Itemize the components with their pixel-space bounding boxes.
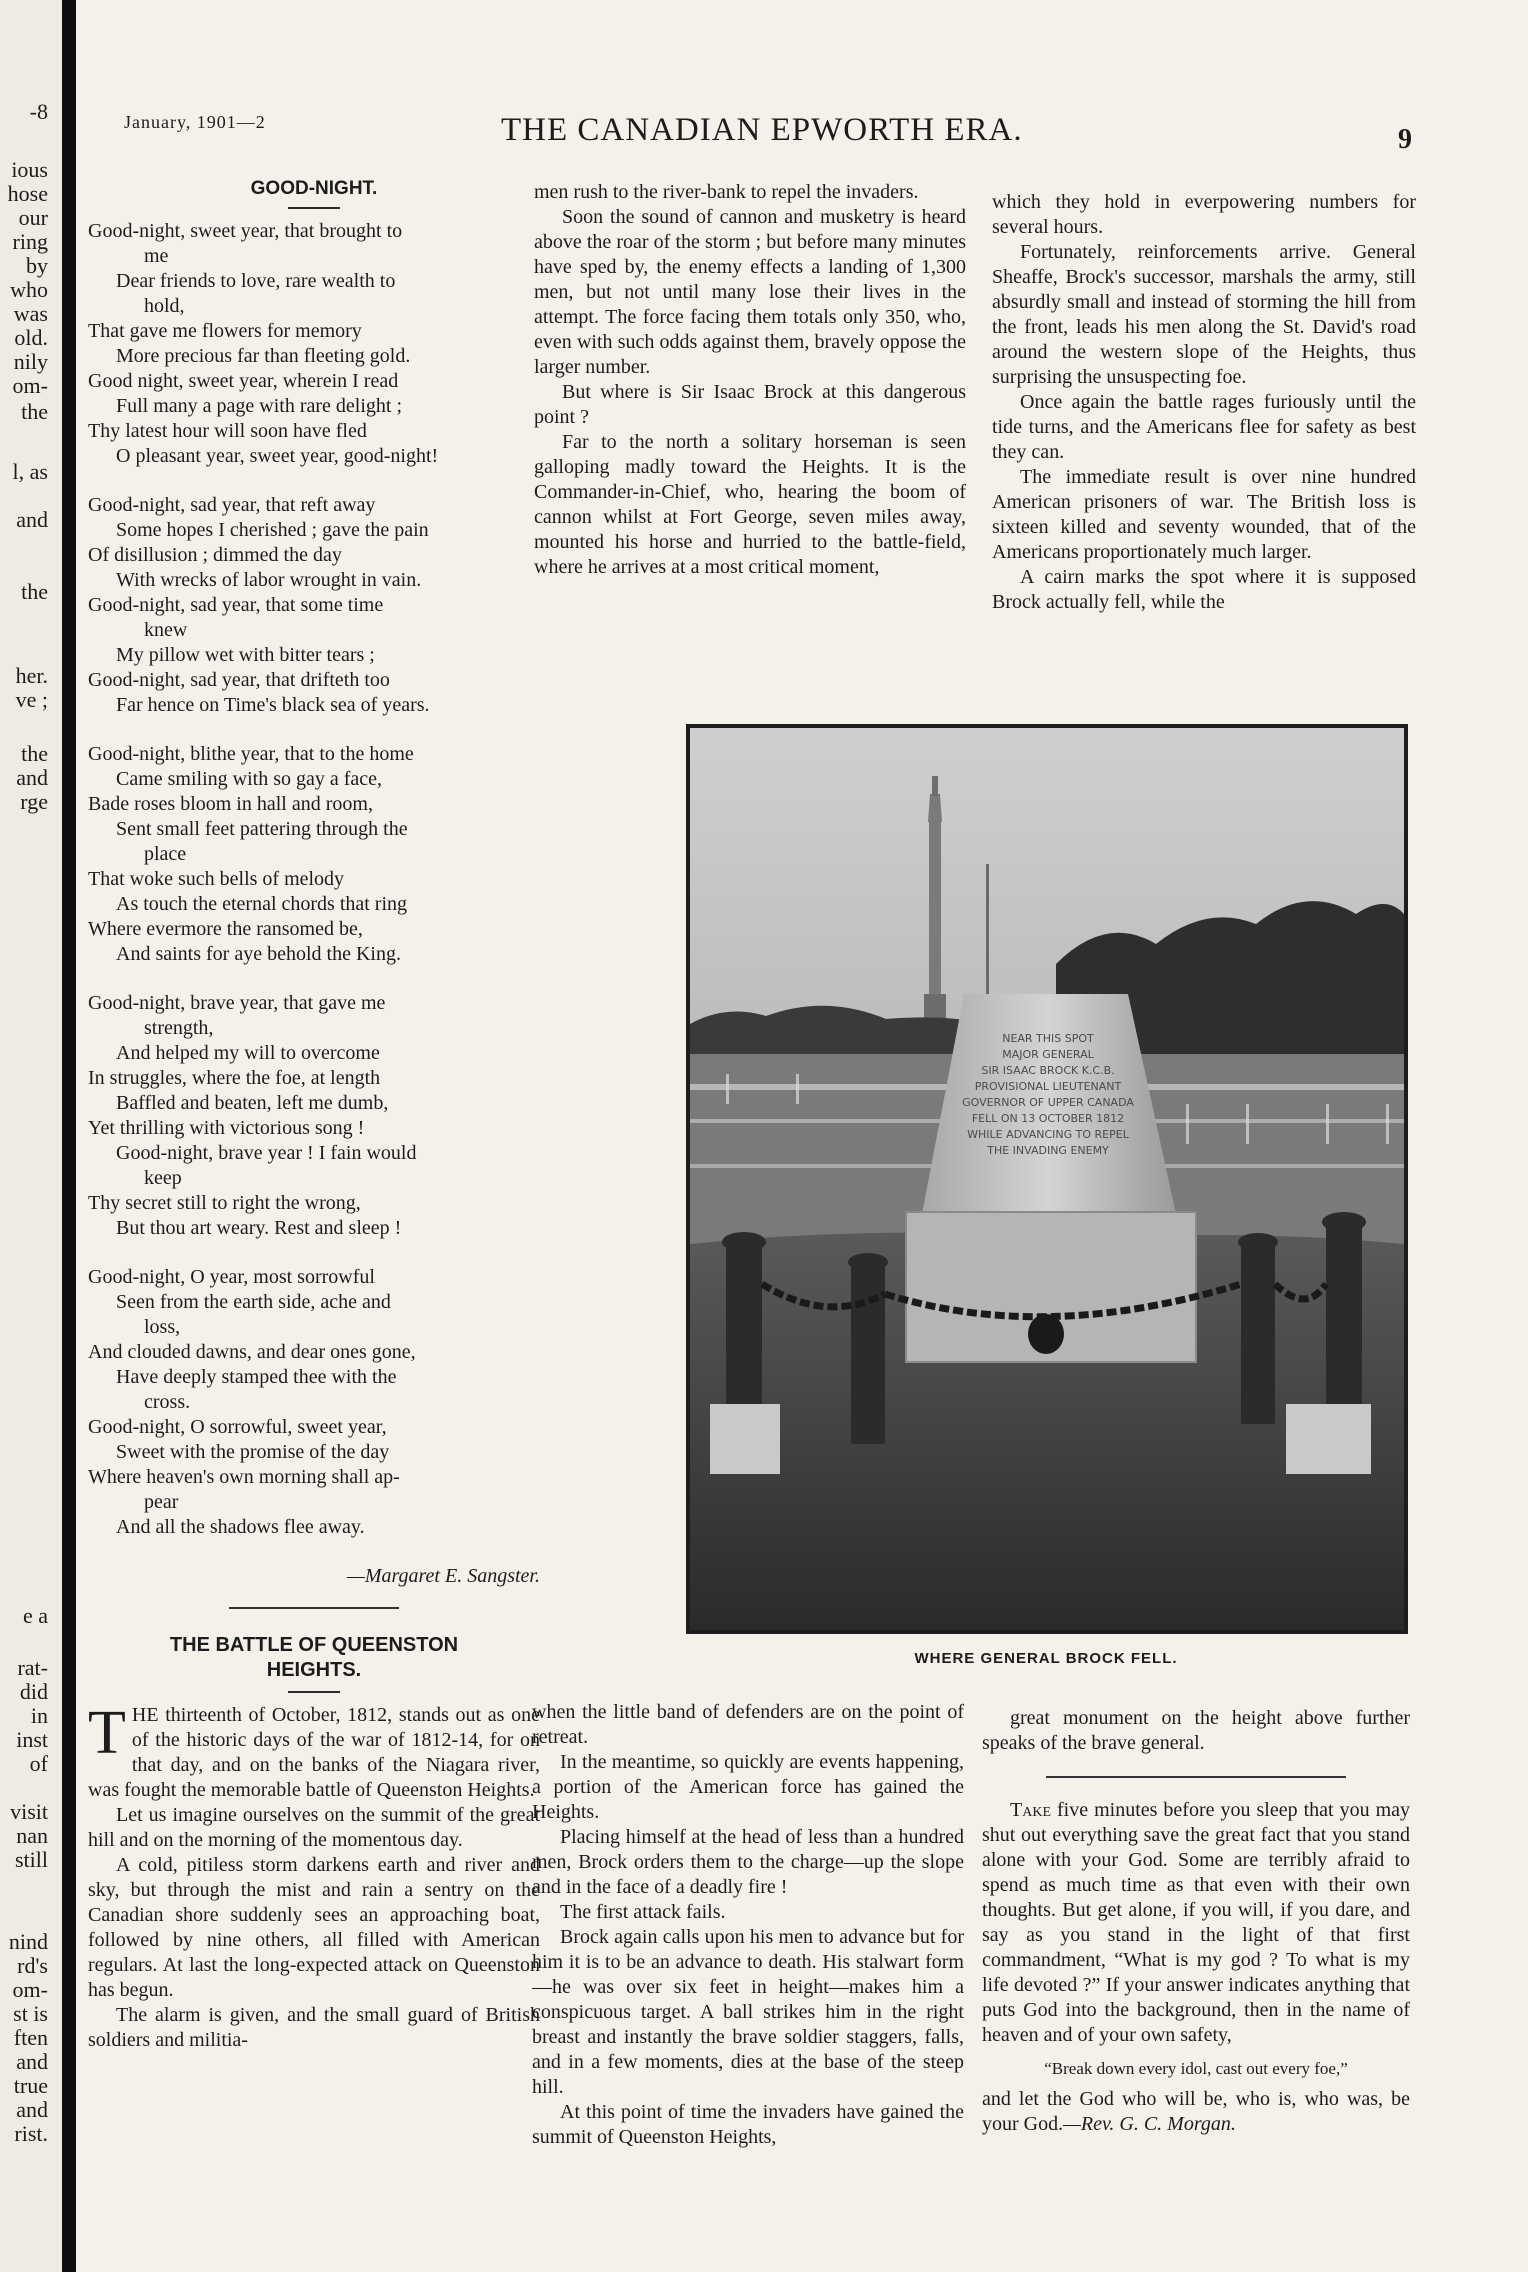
article-paragraph: At this point of time the invaders have gained the summit of Queenston Heights,: [532, 2101, 964, 2148]
strip-fragment: -8: [29, 99, 48, 124]
article-paragraph: Fortunately, reinforcements arrive. General Sheaffe, Brock's successor, marshals the army, still absurdly small and instead of storming the hill from the front, leads his men along the St. David's road around the western slope of the Heights, thus surprising the unsuspecting foe.: [992, 241, 1416, 388]
strip-fragment: l, as: [12, 459, 48, 484]
article-paragraph: In the meantime, so quickly are events happening, a portion of the American force has gained the Heights.: [532, 1751, 964, 1823]
poem-title: GOOD-NIGHT.: [250, 178, 378, 199]
strip-fragment: and: [16, 2049, 48, 2074]
strip-fragment: old.: [14, 325, 48, 350]
poem-line: And all the shadows flee away.: [116, 1516, 365, 1538]
article-paragraph: A cairn marks the spot where it is supposed Brock actually fell, while the: [992, 566, 1416, 613]
article-column-1: [88, 1699, 540, 2053]
strip-fragment: and: [16, 2097, 48, 2122]
header-title: THE CANADIAN EPWORTH ERA.: [501, 112, 1023, 148]
poem-line: pear: [144, 1491, 179, 1513]
poem-line: Good-night, sad year, that some time: [88, 594, 384, 616]
poem-line: cross.: [144, 1391, 191, 1413]
poem-line: And helped my will to overcome: [116, 1042, 380, 1064]
page-gutter: [62, 0, 76, 2272]
column-2-bottom: [532, 1700, 964, 2150]
strip-fragment: rist.: [14, 2121, 48, 2146]
poem-line: Dear friends to love, rare wealth to: [116, 270, 396, 292]
strip-fragment: did: [19, 1679, 48, 1704]
poem-line: My pillow wet with bitter tears ;: [116, 644, 375, 666]
poem-line: Sent small feet pattering through the: [116, 818, 408, 840]
poem-line: Full many a page with rare delight ;: [116, 395, 403, 417]
poem-line: As touch the eternal chords that ring: [116, 893, 408, 915]
inscription-line: WHILE ADVANCING TO REPEL: [967, 1128, 1129, 1141]
poem-line: And saints for aye behold the King.: [116, 943, 401, 965]
strip-fragment: inst: [16, 1727, 48, 1752]
article-paragraph: Brock again calls upon his men to advance but for him it is to be an advance to death. His stalwart form—he was over six feet in height—makes him a conspicuous target. A ball strikes him in the right breast and instantly the brave soldier staggers, falls, and in a few moments, dies at the base of the steep hill.: [532, 1926, 964, 2098]
strip-fragment: rat-: [17, 1655, 48, 1680]
strip-fragment: om-: [12, 373, 48, 398]
poem-line: Thy secret still to right the wrong,: [88, 1192, 361, 1214]
strip-fragment: the: [21, 579, 48, 604]
strip-fragment: of: [29, 1751, 48, 1776]
poem-line: In struggles, where the foe, at length: [88, 1067, 381, 1089]
article-paragraph: when the little band of defenders are on the point of retreat.: [532, 1701, 964, 1748]
poem-line: Came smiling with so gay a face,: [116, 768, 383, 790]
poem-line: Good-night, sweet year, that brought to: [88, 220, 403, 242]
poem-line: Good-night, sad year, that reft away: [88, 494, 376, 516]
poem-line: knew: [144, 619, 188, 641]
article-paragraph: THE thirteenth of October, 1812, stands out as one of the historic days of the war of 1812-14, for on that day, and on the banks of the Niagara river, was fought the memorable battle of Queenston Heights.: [88, 1699, 540, 1801]
poem-line: me: [144, 245, 169, 267]
poem-line: Of disillusion ; dimmed the day: [88, 544, 342, 566]
poem-line: Good-night, brave year ! I fain would: [116, 1142, 417, 1164]
strip-fragment: still: [14, 1847, 48, 1872]
adjacent-page-strip: [0, 0, 62, 2272]
title-rule: [288, 207, 340, 209]
strip-fragment: nind: [8, 1929, 48, 1954]
column-3-top: [992, 190, 1416, 615]
strip-fragment: our: [18, 205, 48, 230]
poem-line: That gave me flowers for memory: [88, 320, 362, 342]
strip-fragment: om-: [12, 1977, 48, 2002]
strip-fragment: the: [21, 399, 48, 424]
strip-fragment: ring: [12, 229, 48, 254]
article-paragraph: The alarm is given, and the small guard of British soldiers and militia-: [88, 2004, 540, 2051]
strip-fragment: who: [10, 277, 48, 302]
column-1: [88, 176, 540, 2053]
strip-fragment: ve ;: [15, 687, 48, 712]
poem-stanza: [88, 493, 540, 718]
article-paragraph: men rush to the river-bank to repel the invaders.: [534, 181, 919, 203]
strip-fragment: and: [16, 507, 48, 532]
article-paragraph: But where is Sir Isaac Brock at this dangerous point ?: [534, 381, 966, 428]
poem-line: hold,: [144, 295, 185, 317]
inscription-line: FELL ON 13 OCTOBER 1812: [971, 1112, 1125, 1125]
poem-stanza: [88, 219, 540, 469]
poem-stanza: [88, 742, 540, 967]
poem-stanza: [88, 991, 540, 1241]
inscription-line: NEAR THIS SPOT: [1002, 1032, 1094, 1045]
poem-line: Yet thrilling with victorious song !: [88, 1117, 365, 1139]
strip-fragment: nily: [13, 349, 48, 374]
poem-author: —Margaret E. Sangster.: [347, 1565, 540, 1587]
strip-fragment: visit: [10, 1799, 48, 1824]
poem-line: keep: [144, 1167, 182, 1189]
poem-line: Good night, sweet year, wherein I read: [88, 370, 399, 392]
article-paragraph: Placing himself at the head of less than a hundred men, Brock orders them to the charge—up the slope and in the face of a deadly fire !: [532, 1826, 964, 1898]
article-title: THE BATTLE OF QUEENSTON HEIGHTS.: [169, 1634, 459, 1681]
article-paragraph: A cold, pitiless storm darkens earth and river and sky, but through the mist and rain a sentry on the Canadian shore suddenly sees an approaching boat, followed by nine others, all filled with American regulars. At last the long-expected attack on Queenston has begun.: [88, 1854, 540, 2001]
poem-line: And clouded dawns, and dear ones gone,: [88, 1341, 416, 1363]
strip-fragment: rge: [20, 789, 48, 814]
poem-line: Have deeply stamped thee with the: [116, 1366, 397, 1388]
poem-line: Some hopes I cherished ; gave the pain: [116, 519, 429, 541]
poem-line: Where evermore the ransomed be,: [88, 918, 363, 940]
poem-line: More precious far than fleeting gold.: [116, 345, 411, 367]
article-paragraph: which they hold in everpowering numbers for several hours.: [992, 191, 1416, 238]
strip-fragment: e a: [22, 1603, 48, 1628]
inscription-line: THE INVADING ENEMY: [987, 1144, 1109, 1157]
page-number: 9: [1398, 124, 1412, 155]
poem-line: With wrecks of labor wrought in vain.: [116, 569, 422, 591]
article-ending: great monument on the height above further speaks of the brave general.: [982, 1707, 1410, 1754]
poem-line: Good-night, brave year, that gave me: [88, 992, 386, 1014]
inscription-line: MAJOR GENERAL: [1002, 1048, 1094, 1061]
strip-fragment: in: [30, 1703, 48, 1728]
inscription-line: PROVISIONAL LIEUTENANT: [974, 1080, 1122, 1093]
poem-line: Where heaven's own morning shall ap-: [88, 1466, 400, 1488]
strip-fragment: true: [13, 2073, 48, 2098]
photo-caption: WHERE GENERAL BROCK FELL.: [914, 1650, 1178, 1667]
article-paragraph: Let us imagine ourselves on the summit of the great hill and on the morning of the momentous day.: [88, 1804, 540, 1851]
poem-line: That woke such bells of melody: [88, 868, 345, 890]
header-date: January, 1901—2: [124, 112, 266, 132]
devotional-quote: “Break down every idol, cast out every foe,”: [1044, 2059, 1348, 2078]
strip-fragment: the: [21, 741, 48, 766]
strip-fragment: by: [26, 253, 48, 278]
poem-line: Good-night, O sorrowful, sweet year,: [88, 1416, 387, 1438]
inscription-line: SIR ISAAC BROCK K.C.B.: [981, 1064, 1115, 1077]
strip-fragment: was: [13, 301, 48, 326]
poem-line: place: [144, 843, 187, 865]
poem-body: [88, 219, 540, 1540]
poem-line: But thou art weary. Rest and sleep !: [116, 1217, 402, 1239]
inscription-line: GOVERNOR OF UPPER CANADA: [962, 1096, 1134, 1109]
poem-line: Bade roses bloom in hall and room,: [88, 793, 373, 815]
strip-fragment: ious: [11, 157, 48, 182]
poem-stanza: [88, 1265, 540, 1540]
poem-line: O pleasant year, sweet year, good-night!: [116, 445, 439, 467]
page: [76, 0, 1528, 2272]
poem-line: Good-night, blithe year, that to the home: [88, 743, 414, 765]
title-rule: [288, 1691, 340, 1693]
article-paragraph: Once again the battle rages furiously until the tide turns, and the Americans flee for safety as best they can.: [992, 391, 1416, 463]
strip-fragment: her.: [15, 663, 48, 688]
article-paragraph: The immediate result is over nine hundred American prisoners of war. The British loss is sixteen killed and seventy wounded, that of the Americans proportionately much larger.: [992, 466, 1416, 563]
strip-fragment: and: [16, 765, 48, 790]
monument-photo: [686, 724, 1408, 1634]
strip-fragment: rd's: [17, 1953, 48, 1978]
strip-fragment: hose: [7, 181, 48, 206]
poem-line: Far hence on Time's black sea of years.: [116, 694, 430, 716]
poem-line: Thy latest hour will soon have fled: [88, 420, 367, 442]
drop-cap: T: [88, 1699, 126, 1767]
article-paragraph: Far to the north a solitary horseman is seen galloping madly toward the Heights. It is the Commander-in-Chief, who, hearing the boom of cannon whilst at Fort George, seven miles away, mounted his horse and hurried to the battle-field, where he arrives at a most critical moment,: [534, 431, 966, 578]
column-2-top: [534, 180, 966, 580]
brock-cairn-image: [686, 724, 1408, 1634]
strip-fragment: nan: [16, 1823, 48, 1848]
poem-line: Baffled and beaten, left me dumb,: [116, 1092, 389, 1114]
column-3-bottom: [982, 1706, 1410, 2137]
strip-fragment: st is: [13, 2001, 48, 2026]
poem-line: Good-night, sad year, that drifteth too: [88, 669, 390, 691]
article-paragraph: The first attack fails.: [560, 1901, 726, 1923]
poem-line: Good-night, O year, most sorrowful: [88, 1266, 375, 1288]
poem-line: strength,: [144, 1017, 214, 1039]
article-paragraph: Soon the sound of cannon and musketry is heard above the roar of the storm ; but before many minutes have sped by, the enemy effects a landing of 1,300 men, but not until many lose their lives in the attempt. The force facing them totals only 350, who, even with such odds against them, bravely oppose the larger number.: [534, 206, 966, 378]
strip-fragment: ften: [13, 2025, 48, 2050]
poem-line: Seen from the earth side, ache and: [116, 1291, 391, 1313]
devotional-closing: and let the God who will be, who is, who was, be your God.—Rev. G. C. Morgan.: [982, 2088, 1410, 2135]
poem-line: Sweet with the promise of the day: [116, 1441, 390, 1463]
devotional-paragraph: Take five minutes before you sleep that you may shut out everything save the great fact that you stand alone with your God. Some are terribly afraid to spend as much time as that even with their own thoughts. But get alone, if you will, if you dare, and say as you stand in the light of that first commandment, “What is my god ? To what is my life devoted ?” If your answer indicates anything that puts God into the background, then in the name of heaven and of your own safety,: [982, 1799, 1410, 2046]
poem-line: loss,: [144, 1316, 181, 1338]
